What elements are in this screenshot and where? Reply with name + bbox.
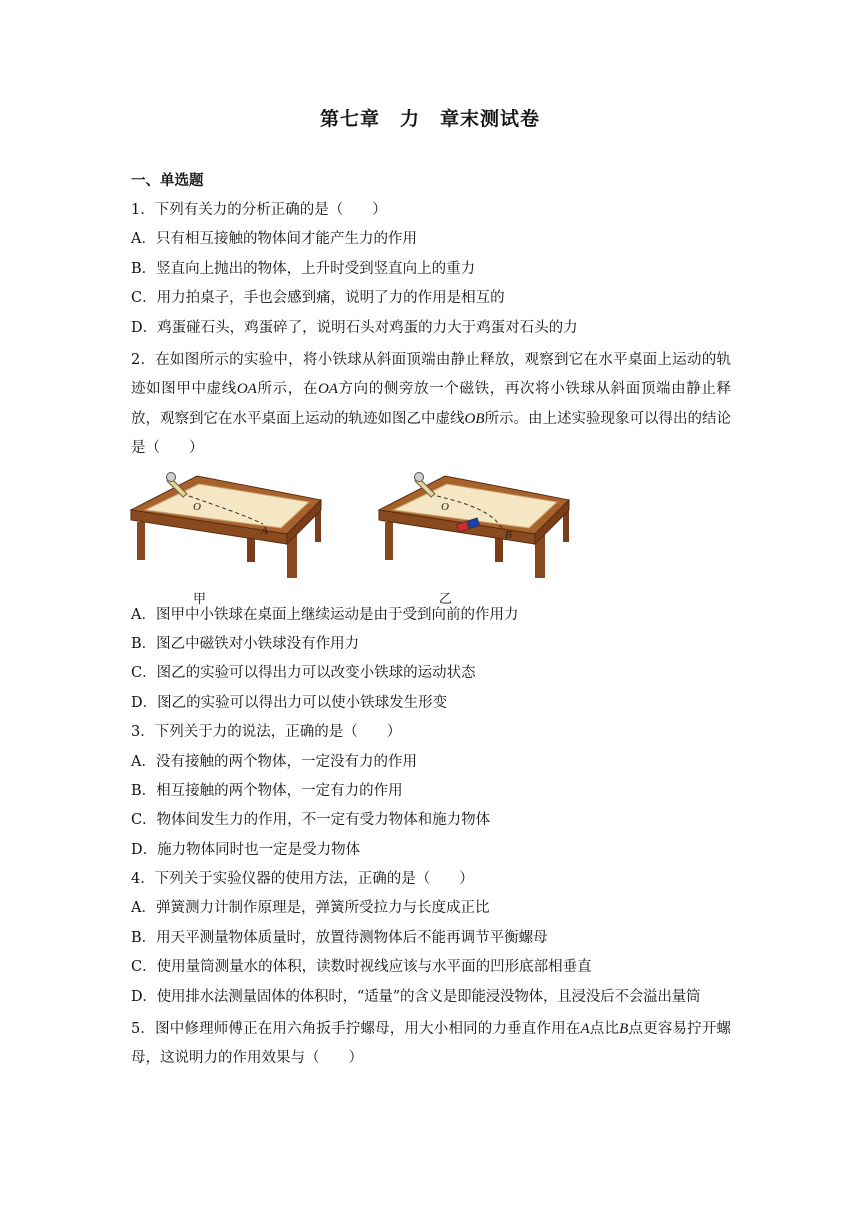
question-3-stem: 3．下列关于力的说法，正确的是（ ） [131,724,402,741]
question-4-option-b: B．用天平测量物体质量时，放置待测物体后不能再调节平衡螺母 [131,929,548,946]
q2-var-oa-2: OA [317,381,338,398]
question-2-option-a: A．图甲中小铁球在桌面上继续运动是由于受到向前的作用力 [131,606,519,623]
q2-text-2: 所示，在 [256,381,318,398]
question-5-stem [131,1015,731,1074]
figure-jia-table [127,470,323,582]
question-4-option-c: C．使用量筒测量水的体积，读数时视线应该与水平面的凹形底部相垂直 [131,959,592,976]
question-1-option-b: B．竖直向上抛出的物体，上升时受到竖直向上的重力 [131,260,476,277]
question-3-option-d: D．施力物体同时也一定是受力物体 [131,841,361,858]
figure-jia-label-a: A [261,524,268,537]
question-3-option-a: A．没有接触的两个物体，一定没有力的作用 [131,753,417,770]
figure-yi-caption: 乙 [439,591,453,607]
question-2-stem [131,346,731,464]
question-4-option-a: A．弹簧测力计制作原理是，弹簧所受拉力与长度成正比 [131,900,490,917]
q5-text-2: 点比 [589,1021,620,1038]
q2-text-1: 2．在如图所示的实验中，将小铁球从斜面顶端由静止释放，观察到它在水平桌面上运动的轨迹如图甲中虚线 [131,351,731,398]
question-2-option-b: B．图乙中磁铁对小铁球没有作用力 [131,635,360,652]
iron-ball-icon [167,472,176,481]
question-3-option-b: B．相互接触的两个物体，一定有力的作用 [131,782,403,799]
q5-var-a: A [580,1021,590,1038]
question-2-option-c: C．图乙的实验可以得出力可以改变小铁球的运动状态 [131,665,476,682]
question-2-figures [131,470,731,607]
content [131,170,731,1074]
figure-jia-caption: 甲 [193,591,207,607]
table-leg-icon [137,522,145,560]
q2-text-4: 所示。由上述实验现象可以得出的结论是（ ） [131,410,731,457]
figure-jia-label-o: O [193,500,201,513]
question-1-option-d: D．鸡蛋碰石头，鸡蛋碎了，说明石头对鸡蛋的力大于鸡蛋对石头的力 [131,319,578,336]
q5-text-3: 点更容易拧开螺母，这说明力的作用效果与（ ） [131,1021,732,1067]
q5-text-1: 5．图中修理师傅正在用六角扳手拧螺母，用大小相同的力垂直作用在 [131,1021,581,1038]
figure-yi-table [375,470,571,582]
question-1-option-c: C．用力拍桌子，手也会感到痛，说明了力的作用是相互的 [131,290,505,307]
q5-var-b: B [619,1021,629,1038]
section-heading: 一、单选题 [131,172,204,189]
question-4-stem: 4．下列关于实验仪器的使用方法，正确的是（ ） [131,871,474,888]
question-1-option-a: A．只有相互接触的物体间才能产生力的作用 [131,231,417,248]
question-1-stem: 1．下列有关力的分析正确的是（ ） [131,202,387,218]
question-4-option-d: D．使用排水法测量固体的体积时，“适量”的含义是即能浸没物体，且浸没后不会溢出量筒 [131,988,701,1005]
q2-text-3: 方向的侧旁放一个磁铁，再次将小铁球从斜面顶端由静止释放，观察到它在水平桌面上运动的轨迹如图乙中虚线 [131,381,732,427]
figure-yi-label-o: O [441,500,449,513]
q2-var-oa: OA [236,381,257,398]
page-title: 第七章 力 章末测试卷 [319,108,540,130]
q2-var-ob: OB [464,410,485,427]
figure-yi-label-b: B [505,528,512,541]
question-2-option-d: D．图乙的实验可以得出力可以使小铁球发生形变 [131,694,448,711]
question-3-option-c: C．物体间发生力的作用，不一定有受力物体和施力物体 [131,812,491,829]
